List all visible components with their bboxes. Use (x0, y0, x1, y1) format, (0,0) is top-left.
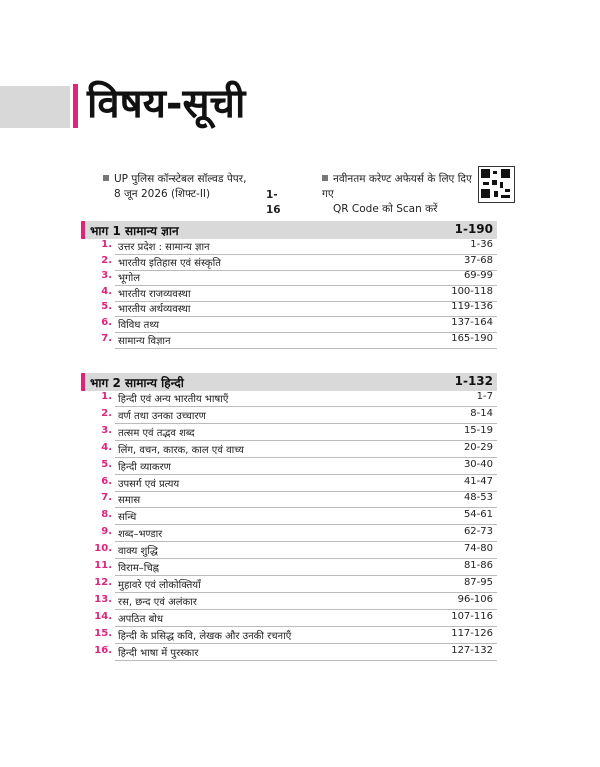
chapter-number: 4. (101, 285, 112, 297)
toc-row[interactable] (85, 270, 497, 286)
row-divider (115, 660, 497, 661)
chapter-title: रस, छन्द एवं अलंकार (118, 596, 197, 608)
chapter-number: 8. (101, 509, 112, 521)
chapter-pages: 15-19 (463, 424, 493, 436)
toc-row[interactable] (85, 442, 497, 458)
row-divider (115, 457, 497, 458)
chapter-title: विविध तथ्य (118, 320, 159, 331)
chapter-pages: 1-7 (476, 391, 493, 402)
chapter-number: 5. (101, 458, 112, 470)
part-title: भाग 1 सामान्य ज्ञान (90, 224, 179, 238)
page-title: विषय-सूची (87, 81, 246, 127)
chapter-title: हिन्दी के प्रसिद्ध कवि, लेखक और उनकी रचनाएँ (118, 630, 292, 642)
title-gray-band (0, 86, 70, 128)
chapter-number: 2. (101, 407, 112, 419)
chapter-pages: 62-73 (463, 526, 493, 538)
toc-row[interactable] (85, 628, 497, 644)
toc-row[interactable] (85, 492, 497, 508)
chapter-title: हिन्दी भाषा में पुरस्कार (118, 647, 199, 659)
qr-note-line1: नवीनतम करेण्ट अफेयर्स के लिए दिए गए (322, 173, 472, 200)
chapter-pages: 100-118 (451, 285, 493, 297)
qr-note-line2: QR Code को Scan करें (333, 203, 438, 215)
chapter-pages: 107-116 (451, 610, 493, 622)
chapter-title: भारतीय अर्थव्यवस्था (118, 304, 191, 316)
part-heading (85, 221, 497, 239)
part-pages: 1-132 (454, 374, 493, 388)
chapter-title: सामान्य विज्ञान (118, 335, 171, 347)
chapter-pages: 69-99 (463, 270, 493, 282)
toc-row[interactable] (85, 577, 497, 593)
toc-row[interactable] (85, 391, 497, 407)
solved-paper-line1: UP पुलिस कॉन्स्टेबल सॉल्वड पेपर, (114, 173, 247, 185)
chapter-pages: 1-36 (470, 239, 493, 250)
chapter-title: वाक्य शुद्धि (118, 546, 158, 558)
chapter-number: 3. (101, 270, 112, 282)
chapter-title: लिंग, वचन, कारक, काल एवं वाच्य (118, 444, 244, 456)
toc-row[interactable] (85, 239, 497, 255)
chapter-pages: 48-53 (463, 492, 493, 504)
toc-row[interactable] (85, 509, 497, 525)
row-divider (115, 491, 497, 492)
toc-row[interactable] (85, 560, 497, 576)
row-divider (115, 474, 497, 475)
chapter-number: 6. (101, 317, 112, 328)
chapter-pages: 117-126 (451, 627, 493, 639)
chapter-pages: 137-164 (451, 317, 493, 328)
chapter-number: 5. (101, 301, 112, 313)
toc-row[interactable] (85, 526, 497, 542)
chapter-title: शब्द–भण्डार (118, 529, 163, 541)
chapter-number: 4. (101, 441, 112, 453)
row-divider (115, 406, 497, 407)
row-divider (115, 592, 497, 593)
chapter-pages: 87-95 (463, 576, 493, 588)
chapter-title: उपसर्ग एवं प्रत्यय (118, 478, 180, 490)
chapter-pages: 96-106 (457, 593, 493, 605)
chapter-number: 15. (94, 627, 112, 639)
toc-row[interactable] (85, 594, 497, 610)
row-divider (115, 423, 497, 424)
chapter-title: भारतीय इतिहास एवं संस्कृति (118, 257, 221, 269)
bullet-square-icon (322, 175, 328, 181)
chapter-number: 2. (101, 254, 112, 266)
row-divider (115, 643, 497, 644)
row-divider (115, 626, 497, 627)
toc-row[interactable] (85, 255, 497, 271)
part-pages: 1-190 (454, 222, 493, 236)
chapter-title: हिन्दी एवं अन्य भारतीय भाषाएँ (118, 394, 229, 405)
row-divider (115, 524, 497, 525)
chapter-pages: 119-136 (451, 301, 493, 313)
chapter-number: 9. (101, 526, 112, 538)
chapter-pages: 165-190 (451, 332, 493, 344)
toc-row[interactable] (85, 333, 497, 349)
chapter-pages: 41-47 (463, 475, 493, 487)
chapter-title: अपठित बोध (118, 613, 164, 625)
chapter-title: मुहावरे एवं लोकोक्तियाँ (118, 579, 201, 591)
part-accent-bar (81, 221, 85, 239)
solved-paper-pages: 1-16 (266, 189, 281, 216)
row-divider (115, 558, 497, 559)
row-divider (115, 440, 497, 441)
row-divider (115, 541, 497, 542)
chapter-pages: 30-40 (463, 458, 493, 470)
solved-paper-line2: 8 जून 2026 (शिफ्ट-II) (114, 188, 211, 200)
chapter-number: 7. (101, 332, 112, 344)
chapter-pages: 37-68 (463, 254, 493, 266)
toc-row[interactable] (85, 543, 497, 559)
chapter-number: 6. (101, 475, 112, 487)
toc-row[interactable] (85, 645, 497, 661)
chapter-pages: 81-86 (463, 560, 493, 571)
row-divider (115, 609, 497, 610)
toc-row[interactable] (85, 301, 497, 317)
qr-code-icon[interactable] (478, 166, 515, 203)
chapter-title: भारतीय राजव्यवस्था (118, 288, 191, 300)
toc-row[interactable] (85, 286, 497, 302)
chapter-title: वर्ण तथा उनका उच्चारण (118, 410, 206, 422)
chapter-title: समास (118, 495, 141, 507)
part-title: भाग 2 सामान्य हिन्दी (90, 376, 184, 390)
toc-row[interactable] (85, 611, 497, 627)
toc-row[interactable] (85, 476, 497, 492)
chapter-number: 13. (94, 593, 112, 605)
row-divider (115, 507, 497, 508)
chapter-pages: 54-61 (463, 509, 493, 521)
chapter-pages: 127-132 (451, 644, 493, 656)
chapter-title: हिन्दी व्याकरण (118, 461, 171, 473)
chapter-title: उत्तर प्रदेश : सामान्य ज्ञान (118, 242, 210, 253)
chapter-title: भूगोल (118, 273, 141, 285)
row-divider (115, 348, 497, 349)
chapter-pages: 20-29 (463, 441, 493, 453)
chapter-number: 3. (101, 424, 112, 436)
part-heading (85, 373, 497, 391)
chapter-number: 16. (94, 644, 112, 656)
toc-row[interactable] (85, 425, 497, 441)
toc-row[interactable] (85, 459, 497, 475)
chapter-title: विराम–चिह्न (118, 563, 159, 574)
chapter-title: तत्सम एवं तद्भव शब्द (118, 427, 195, 439)
chapter-number: 14. (94, 610, 112, 622)
chapter-number: 12. (94, 576, 112, 588)
solved-paper-entry (103, 172, 281, 216)
chapter-title: सन्धि (118, 512, 137, 524)
chapter-number: 7. (101, 492, 112, 504)
toc-row[interactable] (85, 408, 497, 424)
bullet-square-icon (103, 175, 109, 181)
part-accent-bar (81, 373, 85, 391)
chapter-number: 1. (101, 239, 112, 250)
title-accent-bar (73, 84, 78, 128)
toc-row[interactable] (85, 317, 497, 333)
qr-note (322, 172, 472, 217)
chapter-number: 11. (94, 560, 112, 571)
chapter-number: 10. (94, 543, 112, 555)
chapter-pages: 8-14 (470, 407, 493, 419)
chapter-number: 1. (101, 391, 112, 402)
chapter-pages: 74-80 (463, 543, 493, 555)
row-divider (115, 575, 497, 576)
